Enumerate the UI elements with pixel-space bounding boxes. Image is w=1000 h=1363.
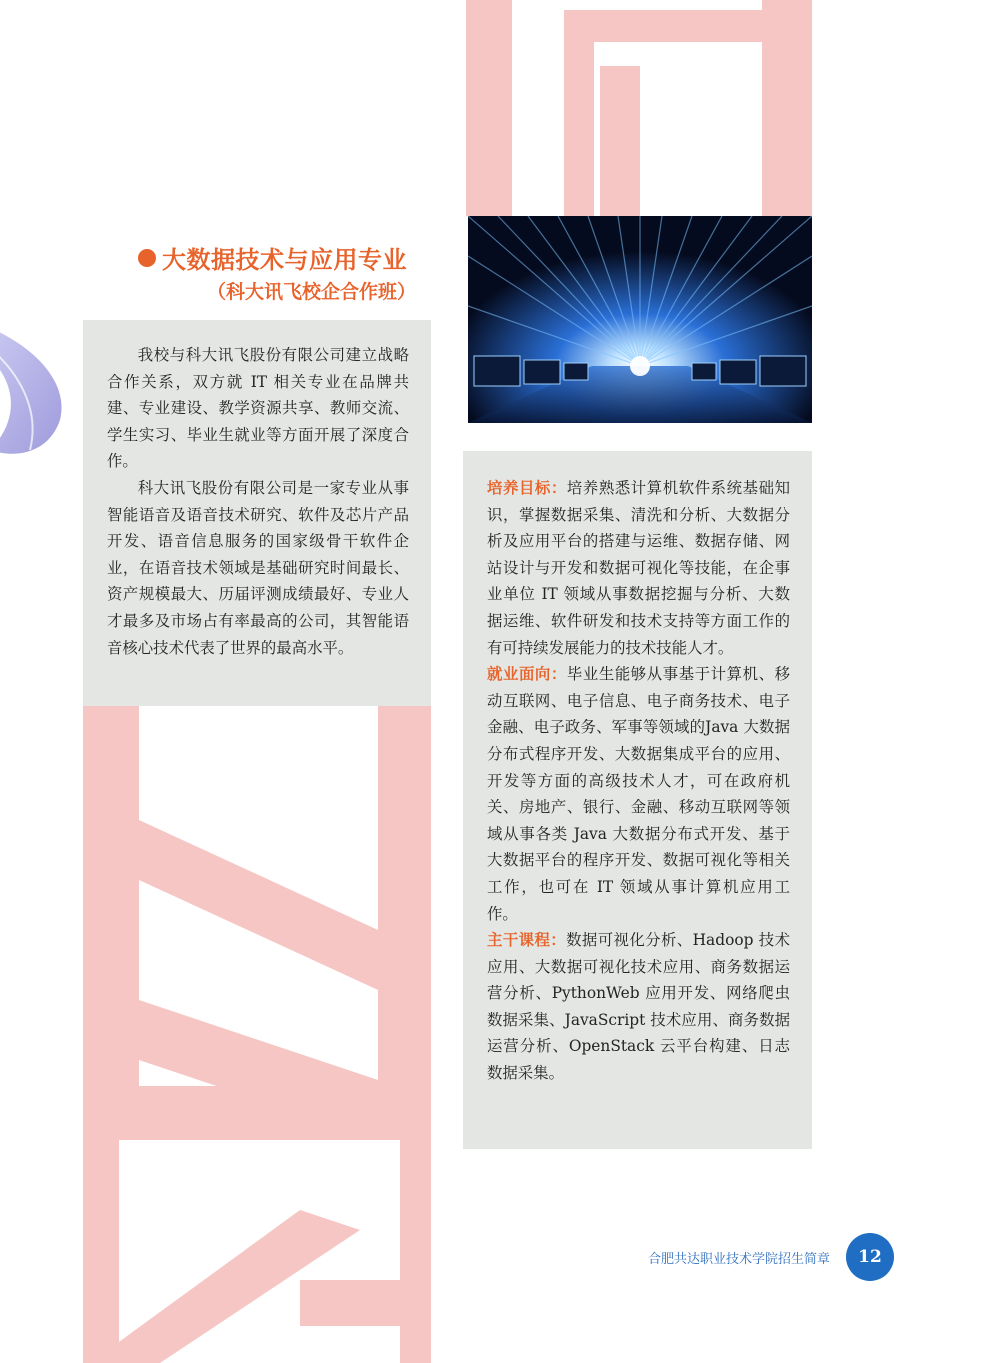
deco-letter-stroke bbox=[400, 1140, 431, 1363]
training-goal bbox=[487, 475, 790, 661]
employment-label: 就业面向： bbox=[487, 665, 567, 684]
deco-letter-stroke bbox=[466, 0, 512, 216]
deco-letter-stroke bbox=[564, 10, 594, 216]
page-number-badge: 12 bbox=[846, 1233, 894, 1281]
deco-letter-stroke bbox=[139, 1086, 378, 1140]
intro-paragraph: 科大讯飞股份有限公司是一家专业从事智能语音及语音技术研究、软件及芯片产品开发、语音信息服务的国家级骨干软件企业，在语音技术领域是基础研究时间最长、资产规模最大、历届评测成绩最好、专业人才最多及市场占有率最高的公司，其智能语音核心技术代表了世界的最高水平。 bbox=[107, 478, 409, 657]
deco-letter-stroke bbox=[600, 66, 640, 216]
core-courses bbox=[487, 927, 790, 1087]
feather-illustration bbox=[0, 310, 80, 470]
deco-letter-stroke bbox=[90, 1210, 360, 1363]
major-title-text: 大数据技术与应用专业 bbox=[162, 245, 407, 274]
deco-letter-stroke bbox=[139, 820, 378, 990]
core-courses-label: 主干课程： bbox=[487, 931, 567, 950]
program-details-box bbox=[463, 451, 812, 1149]
deco-letter-stroke bbox=[83, 706, 139, 1140]
deco-letter-stroke bbox=[300, 1280, 431, 1326]
major-subtitle: （科大讯飞校企合作班） bbox=[206, 281, 416, 303]
deco-letter-stroke bbox=[762, 0, 812, 216]
brochure-title: 合肥共达职业技术学院招生简章 bbox=[647, 1252, 830, 1267]
deco-letter-stroke bbox=[139, 1000, 378, 1140]
intro-paragraph: 我校与科大讯飞股份有限公司建立战略合作关系，双方就 IT 相关专业在品牌共建、专业建设、教学资源共享、教师交流、学生实习、毕业生就业等方面开展了深度合作。 bbox=[107, 346, 409, 471]
intro-text-box bbox=[83, 320, 431, 706]
core-courses-text: 数据可视化分析、Hadoop 技术应用、大数据可视化技术应用、商务数据运营分析、PythonWeb 应用开发、网络爬虫数据采集、JavaScript 技术应用、商务数据运营分析、OpenStack 云平台构建、日志数据采集。 bbox=[487, 931, 790, 1083]
employment-text: 毕业生能够从事基于计算机、移动互联网、电子信息、电子商务技术、电子金融、电子政务、军事等领域的Java 大数据分布式程序开发、大数据集成平台的应用、开发等方面的高级技术人才，可在政府机关、房地产、银行、金融、移动互联网等领域从事各类 Java 大数据分布式开发、基于大数据平台的程序开发、数据可视化等相关工作，也可在 IT 领域从事计算机应用工作。 bbox=[487, 665, 790, 923]
deco-letter-stroke bbox=[564, 10, 812, 42]
training-goal-text: 培养熟悉计算机软件系统基础知识，掌握数据采集、清洗和分析、大数据分析及应用平台的搭建与运维、数据存储、网站设计与开发和数据可视化等技能，在企事业单位 IT 领域从事数据挖掘与分析、大数据运维、软件研发和技术支持等方面工作的有可持续发展能力的技术技能人才。 bbox=[487, 479, 790, 657]
big-data-tunnel-image bbox=[468, 216, 812, 423]
deco-letter-stroke bbox=[83, 1140, 119, 1363]
training-goal-label: 培养目标： bbox=[487, 479, 567, 497]
section-heading bbox=[138, 240, 438, 304]
bullet-dot-icon bbox=[138, 249, 156, 267]
deco-letter-stroke bbox=[378, 706, 431, 1140]
employment-direction bbox=[487, 661, 790, 927]
major-title bbox=[138, 240, 438, 275]
